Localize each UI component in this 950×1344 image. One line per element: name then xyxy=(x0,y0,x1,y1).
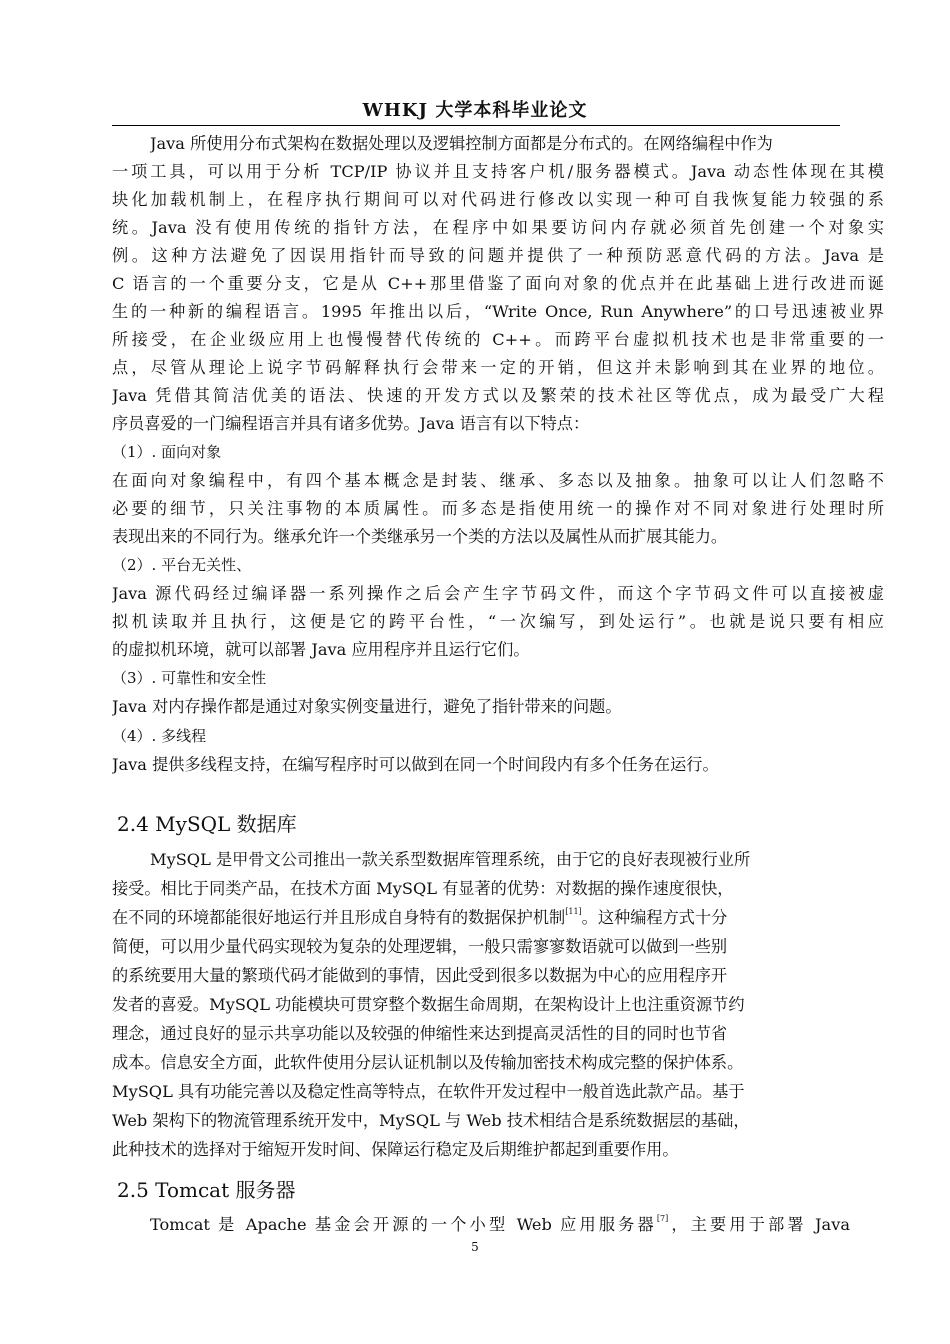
list-item-title: （1）. 面向对象 xyxy=(112,443,222,461)
paragraph-line: 在面向对象编程中，有四个基本概念是封装、继承、多态以及抽象。抽象可以让人们忽略不 xyxy=(112,471,884,490)
paragraph-line: C 语言的一个重要分支，它是从 C++那里借鉴了面向对象的优点并在此基础上进行改进而诞 xyxy=(112,274,884,293)
paragraph-line: 拟机读取并且执行，这便是它的跨平台性，“一次编写，到处运行”。也就是说只要有相应 xyxy=(112,612,884,631)
paragraph-line: 简便，可以用少量代码实现较为复杂的处理逻辑，一般只需寥寥数语就可以做到一些别 xyxy=(112,937,728,956)
paragraph-line: MySQL 具有功能完善以及稳定性高等特点，在软件开发过程中一般首选此款产品。基于 xyxy=(112,1082,745,1101)
paragraph-line: MySQL 是甲骨文公司推出一款关系型数据库管理系统，由于它的良好表现被行业所 xyxy=(150,850,751,869)
paragraph-line: 所接受，在企业级应用上也慢慢替代传统的 C++。而跨平台虚拟机技术也是非常重要的一 xyxy=(112,330,884,349)
paragraph-line: 的系统要用大量的繁琐代码才能做到的事情，因此受到很多以数据为中心的应用程序开 xyxy=(112,966,728,985)
list-item-title: （4）. 多线程 xyxy=(112,727,207,745)
paragraph-line: Java 凭借其简洁优美的语法、快速的开发方式以及繁荣的技术社区等优点，成为最受广大程 xyxy=(112,386,884,405)
page-number: 5 xyxy=(471,1240,479,1254)
paragraph-line: 接受。相比于同类产品，在技术方面 MySQL 有显著的优势：对数据的操作速度很快， xyxy=(112,879,734,898)
paragraph-text: ，主要用于部署 Java xyxy=(668,1215,850,1234)
paragraph-line: 必要的细节，只关注事物的本质属性。而多态是指使用统一的操作对不同对象进行处理时所 xyxy=(112,499,884,518)
header-rule xyxy=(112,125,840,126)
paragraph-line: 生的一种新的编程语言。1995 年推出以后，“Write Once, Run Anywhere”的口号迅速被业界 xyxy=(112,302,884,321)
paragraph-line: Java 所使用分布式架构在数据处理以及逻辑控制方面都是分布式的。在网络编程中作为 xyxy=(150,134,773,153)
section-heading-tomcat: 2.5 Tomcat 服务器 xyxy=(117,1178,296,1202)
paragraph-text: 在不同的环境都能很好地运行并且形成自身特有的数据保护机制 xyxy=(112,908,566,927)
paragraph-line: 统。Java 没有使用传统的指针方法，在程序中如果要访问内存就必须首先创建一个对象实 xyxy=(112,218,884,237)
paragraph-line: 此种技术的选择对于缩短开发时间、保障运行稳定及后期维护都起到重要作用。 xyxy=(112,1140,679,1159)
citation-ref: [11] xyxy=(565,907,582,916)
paragraph-line: Java 源代码经过编译器一系列操作之后会产生字节码文件，而这个字节码文件可以直接被虚 xyxy=(112,584,884,603)
paragraph-line: 发者的喜爱。MySQL 功能模块可贯穿整个数据生命周期，在架构设计上也注重资源节约 xyxy=(112,995,745,1014)
paragraph-text: 。这种编程方式十分 xyxy=(581,908,728,927)
paragraph-line: 点，尽管从理论上说字节码解释执行会带来一定的开销，但这并未影响到其在业界的地位。 xyxy=(112,358,884,377)
paragraph-line: Java 对内存操作都是通过对象实例变量进行，避免了指针带来的问题。 xyxy=(112,697,622,716)
paragraph-line: 的虚拟机环境，就可以部署 Java 应用程序并且运行它们。 xyxy=(112,640,530,659)
paragraph-line: 序员喜爱的一门编程语言并具有诸多优势。Java 语言有以下特点： xyxy=(112,414,590,433)
list-item-title: （3）. 可靠性和安全性 xyxy=(112,669,267,687)
citation-ref: [7] xyxy=(656,1214,669,1223)
paragraph-line: 理念，通过良好的显示共享功能以及较强的伸缩性来达到提高灵活性的目的同时也节省 xyxy=(112,1024,728,1043)
list-item-title: （2）. 平台无关性、 xyxy=(112,556,252,574)
paragraph-line-with-citation xyxy=(112,904,727,932)
paragraph-line: Web 架构下的物流管理系统开发中，MySQL 与 Web 技术相结合是系统数据层的基础， xyxy=(112,1111,750,1130)
paragraph-line: 块化加载机制上，在程序执行期间可以对代码进行修改以实现一种可自我恢复能力较强的系 xyxy=(112,190,884,209)
paragraph-line: 成本。信息安全方面，此软件使用分层认证机制以及传输加密技术构成完整的保护体系。 xyxy=(112,1053,744,1072)
paragraph-text: Tomcat 是 Apache 基金会开源的一个小型 Web 应用服务器 xyxy=(150,1215,657,1234)
section-heading-mysql: 2.4 MySQL 数据库 xyxy=(117,812,297,836)
paragraph-line: Java 提供多线程支持，在编写程序时可以做到在同一个时间段内有多个任务在运行。 xyxy=(112,755,719,774)
paragraph-line: 表现出来的不同行为。继承允许一个类继承另一个类的方法以及属性从而扩展其能力。 xyxy=(112,527,728,546)
paragraph-line: 例。这种方法避免了因误用指针而导致的问题并提供了一种预防恶意代码的方法。Java 是 xyxy=(112,246,884,265)
page-header: WHKJ 大学本科毕业论文 xyxy=(362,100,588,121)
paragraph-line-with-citation xyxy=(150,1211,850,1239)
paragraph-line: 一项工具，可以用于分析 TCP/IP 协议并且支持客户机/服务器模式。Java 动态性体现在其模 xyxy=(112,162,884,181)
